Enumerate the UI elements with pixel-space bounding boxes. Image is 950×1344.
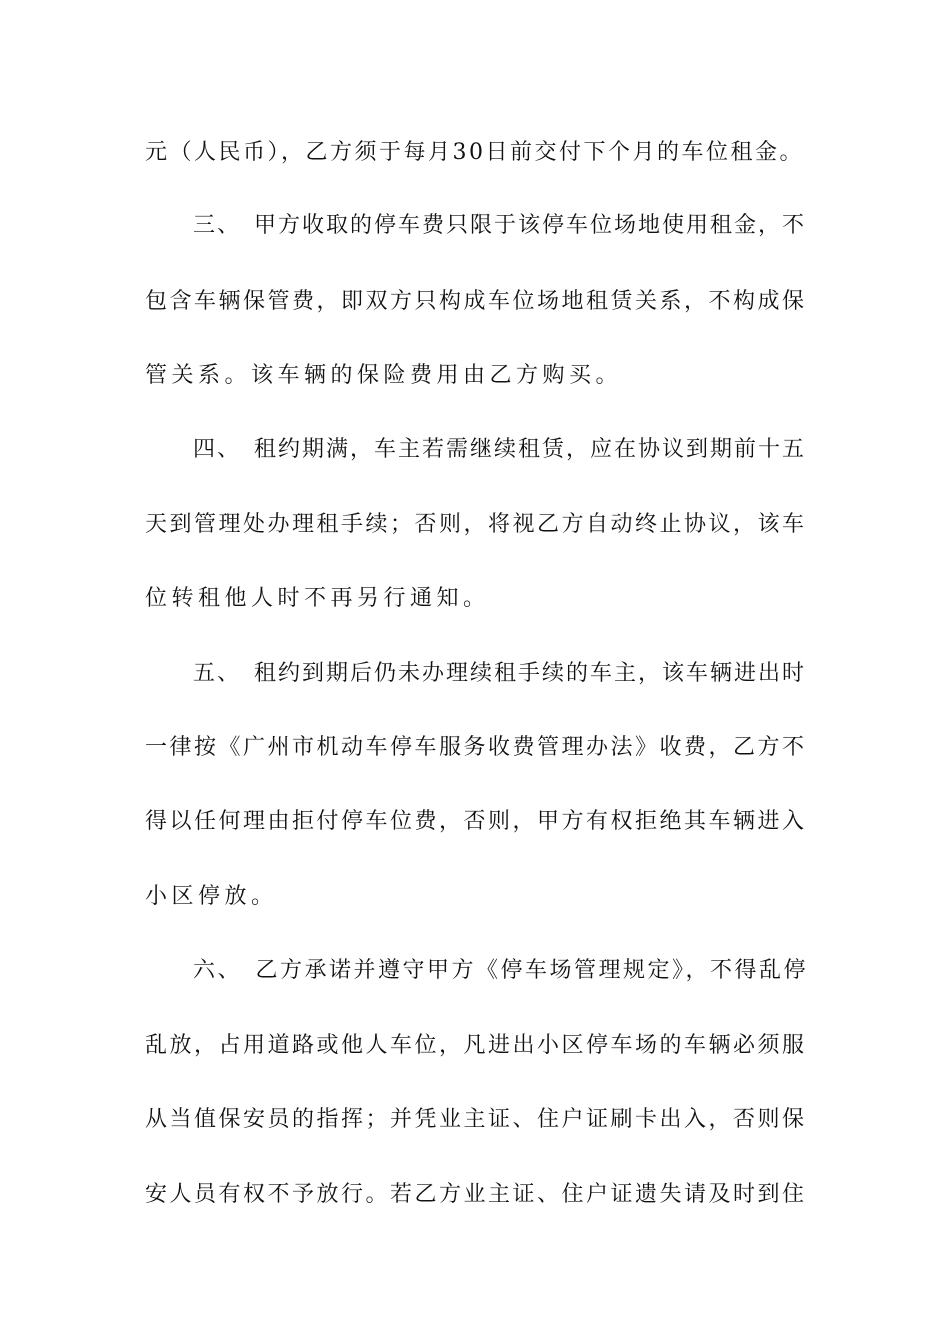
text-line: 从当值保安员的指挥；并凭业主证、住户证刷卡出入，否则保 <box>145 1107 807 1132</box>
text-line: 安人员有权不予放行。若乙方业主证、住户证遗失请及时到住 <box>145 1182 807 1207</box>
text-line: 乱放，占用道路或他人车位，凡进出小区停车场的车辆必须服 <box>145 1033 807 1058</box>
clause-6-line: 六、 乙方承诺并遵守甲方《停车场管理规定》，不得乱停 <box>193 958 809 983</box>
text-line: 管关系。该车辆的保险费用由乙方购买。 <box>145 363 623 388</box>
text-line: 一律按《广州市机动车停车服务收费管理办法》收费，乙方不 <box>145 735 807 760</box>
text-line: 天到管理处办理租手续；否则，将视乙方自动终止协议，该车 <box>145 512 807 537</box>
text-line: 位转租他人时不再另行通知。 <box>145 586 490 611</box>
clause-5-line: 五、 租约到期后仍未办理续租手续的车主，该车辆进出时 <box>193 661 807 686</box>
clause-4-line: 四、 租约期满，车主若需继续租赁，应在协议到期前十五 <box>193 437 807 462</box>
text-line: 小区停放。 <box>145 884 278 909</box>
text-line: 得以任何理由拒付停车位费，否则，甲方有权拒绝其车辆进入 <box>145 809 807 834</box>
text-line: 元（人民币），乙方须于每月30日前交付下个月的车位租金。 <box>145 140 804 165</box>
clause-3-line: 三、 甲方收取的停车费只限于该停车位场地使用租金，不 <box>193 213 807 238</box>
text-line: 包含车辆保管费，即双方只构成车位场地租赁关系，不构成保 <box>145 289 807 314</box>
